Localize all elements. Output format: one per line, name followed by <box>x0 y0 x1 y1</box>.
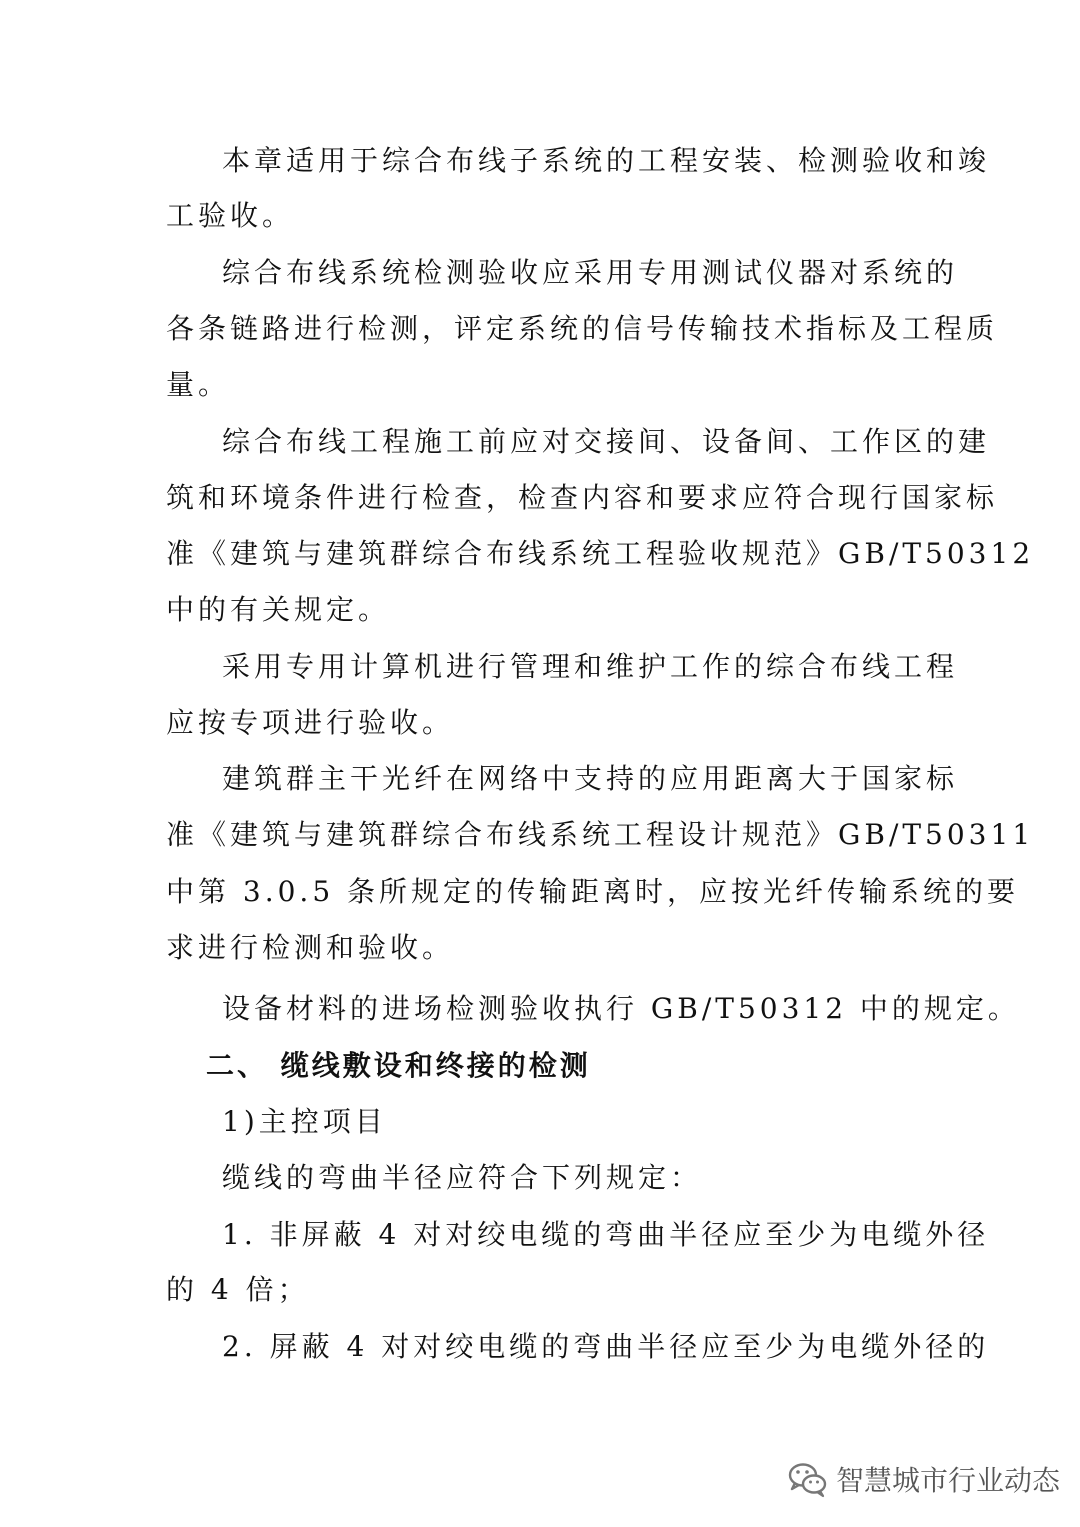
paragraph-line: 量。 <box>166 368 231 401</box>
paragraph-line: 建筑群主干光纤在网络中支持的应用距离大于国家标 <box>222 762 959 795</box>
paragraph-line: 综合布线系统检测验收应采用专用测试仪器对系统的 <box>222 256 959 289</box>
watermark <box>786 1455 1060 1503</box>
paragraph-line: 求进行检测和验收。 <box>166 931 455 964</box>
paragraph-line: 准《建筑与建筑群综合布线系统工程设计规范》GB/T50311 <box>166 818 1035 851</box>
list-item-line: 的 4 倍； <box>166 1273 310 1306</box>
paragraph-line: 综合布线工程施工前应对交接间、设备间、工作区的建 <box>222 425 991 458</box>
paragraph-line: 应按专项进行验收。 <box>166 706 455 739</box>
paragraph-line: 中的有关规定。 <box>166 593 391 626</box>
paragraph-line: 采用专用计算机进行管理和维护工作的综合布线工程 <box>222 650 959 683</box>
subsection-label: 1)主控项目 <box>222 1105 387 1138</box>
list-item-line: 1. 非屏蔽 4 对对绞电缆的弯曲半径应至少为电缆外径 <box>222 1218 990 1251</box>
paragraph-line: 工验收。 <box>166 199 295 232</box>
paragraph-line: 筑和环境条件进行检查，检查内容和要求应符合现行国家标 <box>166 481 999 514</box>
list-item-line: 2. 屏蔽 4 对对绞电缆的弯曲半径应至少为电缆外径的 <box>222 1330 990 1363</box>
paragraph-line: 中第 3.0.5 条所规定的传输距离时，应按光纤传输系统的要 <box>166 875 1020 908</box>
watermark-text: 智慧城市行业动态 <box>836 1464 1061 1497</box>
section-heading: 二、 缆线敷设和终接的检测 <box>206 1049 591 1082</box>
paragraph-line: 各条链路进行检测，评定系统的信号传输技术指标及工程质 <box>166 312 999 345</box>
paragraph-line: 设备材料的进场检测验收执行 GB/T50312 中的规定。 <box>222 992 1020 1025</box>
paragraph-line: 缆线的弯曲半径应符合下列规定： <box>222 1161 703 1194</box>
paragraph-line: 本章适用于综合布线子系统的工程安装、检测验收和竣 <box>222 144 991 177</box>
paragraph-line: 准《建筑与建筑群综合布线系统工程验收规范》GB/T50312 <box>166 537 1035 570</box>
wechat-icon <box>786 1457 830 1501</box>
